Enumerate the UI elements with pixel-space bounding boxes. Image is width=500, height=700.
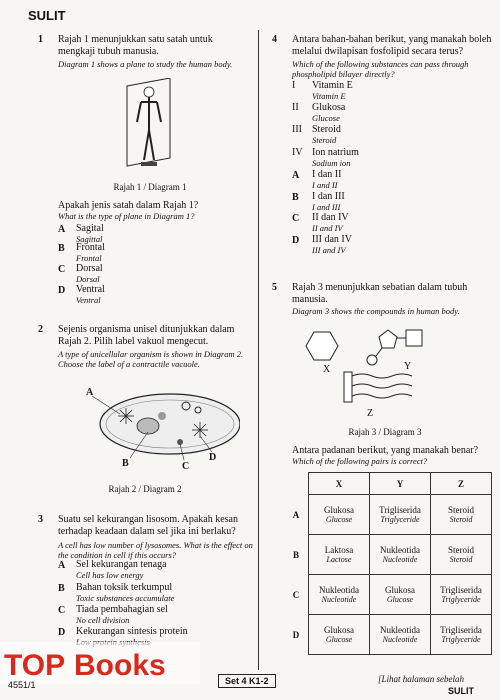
q4-option-c-letter[interactable]: C	[292, 213, 300, 224]
q2-label-b[interactable]: B	[122, 458, 129, 469]
q1-option-c[interactable]: Dorsal	[76, 263, 103, 274]
table-cell: Glukosa	[324, 624, 354, 635]
q3-option-d-letter[interactable]: D	[58, 627, 66, 638]
q5-table-row-b[interactable]	[284, 535, 492, 575]
q2-text-en: A type of unicellular organism is shown in Diagram 2. Choose the label of a contractile vacuole.	[58, 349, 244, 369]
q5-row-a-letter[interactable]: A	[292, 509, 300, 520]
footer-set-badge: Set 4 K1-2	[218, 674, 276, 688]
q5-question-en: Which of the following pairs is correct?	[292, 456, 428, 466]
table-cell: Trigliserida	[379, 504, 421, 515]
q2-label-c[interactable]: C	[182, 461, 190, 472]
table-cell-en: Triglyceride	[380, 514, 420, 524]
q3-option-a[interactable]: Sel kekurangan tenaga	[76, 559, 167, 570]
q4-item-2-roman: II	[292, 102, 299, 113]
q4-option-d[interactable]: III dan IV	[312, 234, 352, 245]
q1-option-a-letter[interactable]: A	[58, 224, 66, 235]
footer-next-page: [Lihat halaman sebelah	[378, 674, 465, 684]
q4-item-2-en: Glucose	[312, 113, 340, 123]
q3-option-d[interactable]: Kekurangan sintesis protein	[76, 626, 188, 637]
q1-question-en: What is the type of plane in Diagram 1?	[58, 211, 195, 221]
q1-option-b-en: Frontal	[76, 253, 102, 263]
table-cell: Laktosa	[324, 544, 354, 555]
q4-option-a-en: I and II	[312, 180, 338, 190]
q5-table-header-x: X	[309, 473, 370, 495]
q3-option-c[interactable]: Tiada pembahagian sel	[76, 604, 168, 615]
table-cell: Trigliserida	[440, 584, 482, 595]
q4-item-1: Vitamin E	[312, 80, 353, 91]
svg-text:TOP: TOP	[4, 649, 66, 682]
q1-option-c-letter[interactable]: C	[58, 264, 66, 275]
q3-text: Suatu sel kekurangan lisosom. Apakah kesan terhadap keadaan dalam sel jika ini berlaku?	[58, 514, 238, 537]
q3-option-a-en: Cell has low energy	[76, 570, 144, 580]
q1-option-b[interactable]: Frontal	[76, 242, 105, 253]
q4-option-c-en: II and IV	[312, 223, 343, 233]
q1-text: Rajah 1 menunjukkan satu satah untuk mengkaji tubuh manusia.	[58, 34, 213, 57]
q1-question: Apakah jenis satah dalam Rajah 1?	[58, 200, 199, 211]
human-body-plane-figure	[115, 78, 185, 174]
q4-option-d-letter[interactable]: D	[292, 235, 300, 246]
q4-option-b[interactable]: I dan III	[312, 191, 345, 202]
q5-row-b-letter[interactable]: B	[292, 549, 299, 560]
q5-options-table	[284, 472, 492, 655]
table-cell-en: Nucleotide	[382, 634, 418, 644]
q4-item-4-en: Sodium ion	[312, 158, 351, 168]
q5-label-y: Y	[404, 361, 412, 372]
q2-caption: Rajah 2 / Diagram 2	[108, 484, 182, 494]
q2-label-d[interactable]: D	[209, 452, 217, 463]
table-cell-en: Lactose	[326, 554, 352, 564]
q4-number: 4	[272, 34, 277, 45]
q4-item-3-en: Steroid	[312, 135, 337, 145]
q4-text: Antara bahan-bahan berikut, yang manakah boleh melalui dwilapisan fosfolipid secara terus?	[292, 34, 492, 57]
q5-number: 5	[272, 282, 277, 293]
q3-option-b-en: Toxic substances accumulate	[76, 593, 175, 603]
q4-option-b-letter[interactable]: B	[292, 192, 299, 203]
svg-text:Books: Books	[74, 649, 166, 682]
q1-option-b-letter[interactable]: B	[58, 243, 65, 254]
table-cell-en: Nucleotide	[382, 554, 418, 564]
q5-table-header-z: Z	[431, 473, 492, 495]
table-cell: Nukleotida	[319, 584, 359, 595]
q3-option-c-letter[interactable]: C	[58, 605, 66, 616]
table-cell-en: Glucose	[325, 514, 353, 524]
table-cell: Nukleotida	[380, 544, 420, 555]
table-cell-en: Triglyceride	[441, 594, 481, 604]
q1-number: 1	[38, 34, 43, 45]
q2-label-a[interactable]: A	[86, 387, 94, 398]
q5-table-header-y: Y	[370, 473, 431, 495]
q3-option-b-letter[interactable]: B	[58, 583, 65, 594]
q4-option-b-en: I and III	[312, 202, 341, 212]
table-cell: Steroid	[448, 544, 474, 555]
q5-text: Rajah 3 menunjukkan sebatian dalam tubuh manusia.	[292, 282, 468, 305]
q4-option-a[interactable]: I dan II	[312, 169, 342, 180]
q4-item-1-roman: I	[292, 80, 296, 91]
q1-option-a-en: Sagittal	[76, 234, 103, 244]
q2-number: 2	[38, 324, 43, 335]
q5-row-c-letter[interactable]: C	[292, 589, 300, 600]
table-cell-en: Glucose	[386, 594, 414, 604]
table-cell-en: Glucose	[325, 634, 353, 644]
q5-label-z: Z	[367, 408, 374, 419]
q4-item-3: Steroid	[312, 124, 341, 135]
q5-table-row-a[interactable]	[284, 495, 492, 535]
table-cell: Trigliserida	[440, 624, 482, 635]
q4-item-2: Glukosa	[312, 102, 346, 113]
column-divider	[258, 30, 259, 670]
q5-caption: Rajah 3 / Diagram 3	[348, 427, 422, 437]
q1-option-a[interactable]: Sagital	[76, 223, 104, 234]
q4-text-en: Which of the following substances can pass through phospholipid bilayer directly?	[292, 59, 469, 79]
q3-text-en: A cell has low number of lysosomes. What is the effect on the condition in cell if this occurs?	[58, 540, 253, 560]
footer-sulit: SULIT	[448, 686, 474, 696]
q3-number: 3	[38, 514, 43, 525]
q4-option-d-en: III and IV	[312, 245, 346, 255]
q1-caption: Rajah 1 / Diagram 1	[113, 182, 187, 192]
q5-table-row-c[interactable]	[284, 575, 492, 615]
q4-item-4: Ion natrium	[312, 147, 359, 158]
q1-text-en: Diagram 1 shows a plane to study the human body.	[58, 59, 233, 69]
table-cell-en: Steroid	[449, 514, 473, 524]
q1-option-d[interactable]: Ventral	[76, 284, 105, 295]
table-cell-en: Steroid	[449, 554, 473, 564]
table-cell: Steroid	[448, 504, 474, 515]
header-sulit: SULIT	[28, 8, 66, 23]
q4-option-a-letter[interactable]: A	[292, 170, 300, 181]
q4-item-4-roman: IV	[292, 147, 303, 158]
q5-table-row-d[interactable]	[284, 615, 492, 655]
q1-option-c-en: Dorsal	[76, 274, 100, 284]
table-cell: Nukleotida	[380, 624, 420, 635]
q5-question: Antara padanan berikut, yang manakah benar?	[292, 445, 479, 456]
q5-text-en: Diagram 3 shows the compounds in human body.	[292, 306, 460, 316]
q5-row-d-letter[interactable]: D	[292, 629, 300, 640]
q3-option-c-en: No cell division	[76, 615, 130, 625]
q1-option-d-en: Ventral	[76, 295, 101, 305]
q4-item-1-en: Vitamin E	[312, 91, 346, 101]
q1-option-d-letter[interactable]: D	[58, 285, 66, 296]
q4-item-3-roman: III	[292, 124, 302, 135]
q5-label-x: X	[323, 364, 331, 375]
footer-code: 4551/1	[8, 680, 36, 690]
table-cell-en: Triglyceride	[441, 634, 481, 644]
topbooks-logo	[0, 642, 200, 684]
q3-option-b[interactable]: Bahan toksik terkumpul	[76, 582, 173, 593]
table-cell-en: Nucleotide	[321, 594, 357, 604]
q2-text: Sejenis organisma unisel ditunjukkan dalam Rajah 2. Pilih label vakuol mengecut.	[58, 324, 235, 347]
table-cell: Glukosa	[385, 584, 415, 595]
q4-option-c[interactable]: II dan IV	[312, 212, 349, 223]
q3-option-a-letter[interactable]: A	[58, 560, 66, 571]
table-cell: Glukosa	[324, 504, 354, 515]
